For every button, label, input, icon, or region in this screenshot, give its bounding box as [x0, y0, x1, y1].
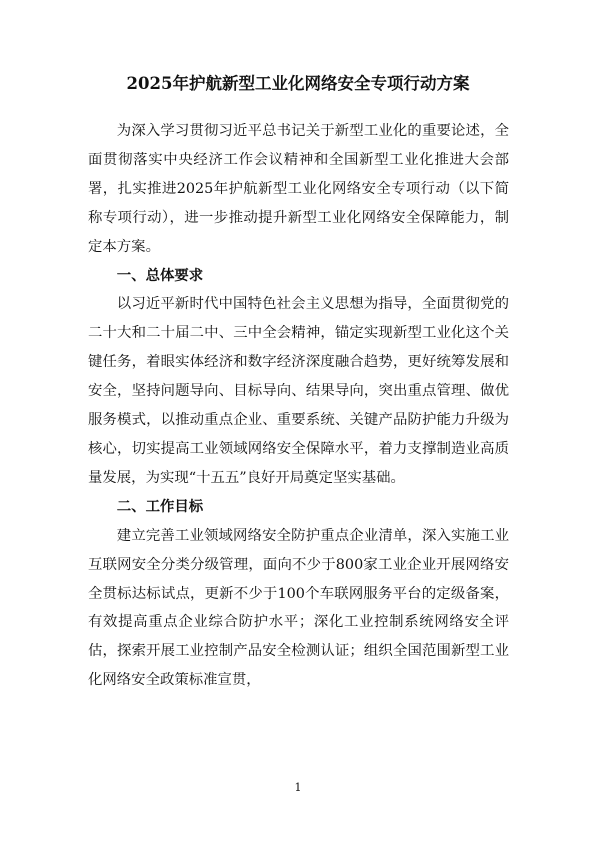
section-heading-work-goals: 二、工作目标: [116, 498, 204, 515]
page-number: 1: [294, 781, 302, 794]
overall-requirements-paragraph: 以习近平新时代中国特色社会主义思想为指导，全面贯彻党的二十大和二十届二中、三中全会精神，锚定实现新型工业化这个关键任务，着眼实体经济和数字经济深度融合趋势，更好统筹发展和安全，坚持问题导向、目标导向、结果导向，突出重点管理、做优服务模式，以推动重点企业、重要系统、关键产品防护能力升级为核心，切实提高工业领域网络安全保障水平，着力支撑制造业高质量发展，为实现“十五五”良好开局奠定坚实基础。: [88, 296, 509, 486]
document-title: 2025年护航新型工业化网络安全专项行动方案: [126, 74, 470, 93]
intro-paragraph: 为深入学习贯彻习近平总书记关于新型工业化的重要论述，全面贯彻落实中央经济工作会议精神和全国新型工业化推进大会部署，扎实推进2025年护航新型工业化网络安全专项行动（以下简称专项行动），进一步推动提升新型工业化网络安全保障能力，制定本方案。: [88, 123, 509, 255]
section-heading-overall-requirements: 一、总体要求: [116, 267, 204, 284]
work-goals-paragraph: 建立完善工业领域网络安全防护重点企业清单，深入实施工业互联网安全分类分级管理，面向不少于800家工业企业开展网络安全贯标达标试点，更新不少于100个车联网服务平台的定级备案，有效提高重点企业综合防护水平；深化工业控制系统网络安全评估，探索开展工业控制产品安全检测认证；组织全国范围新型工业化网络安全政策标准宣贯，: [88, 527, 509, 689]
document-body: [88, 117, 509, 695]
